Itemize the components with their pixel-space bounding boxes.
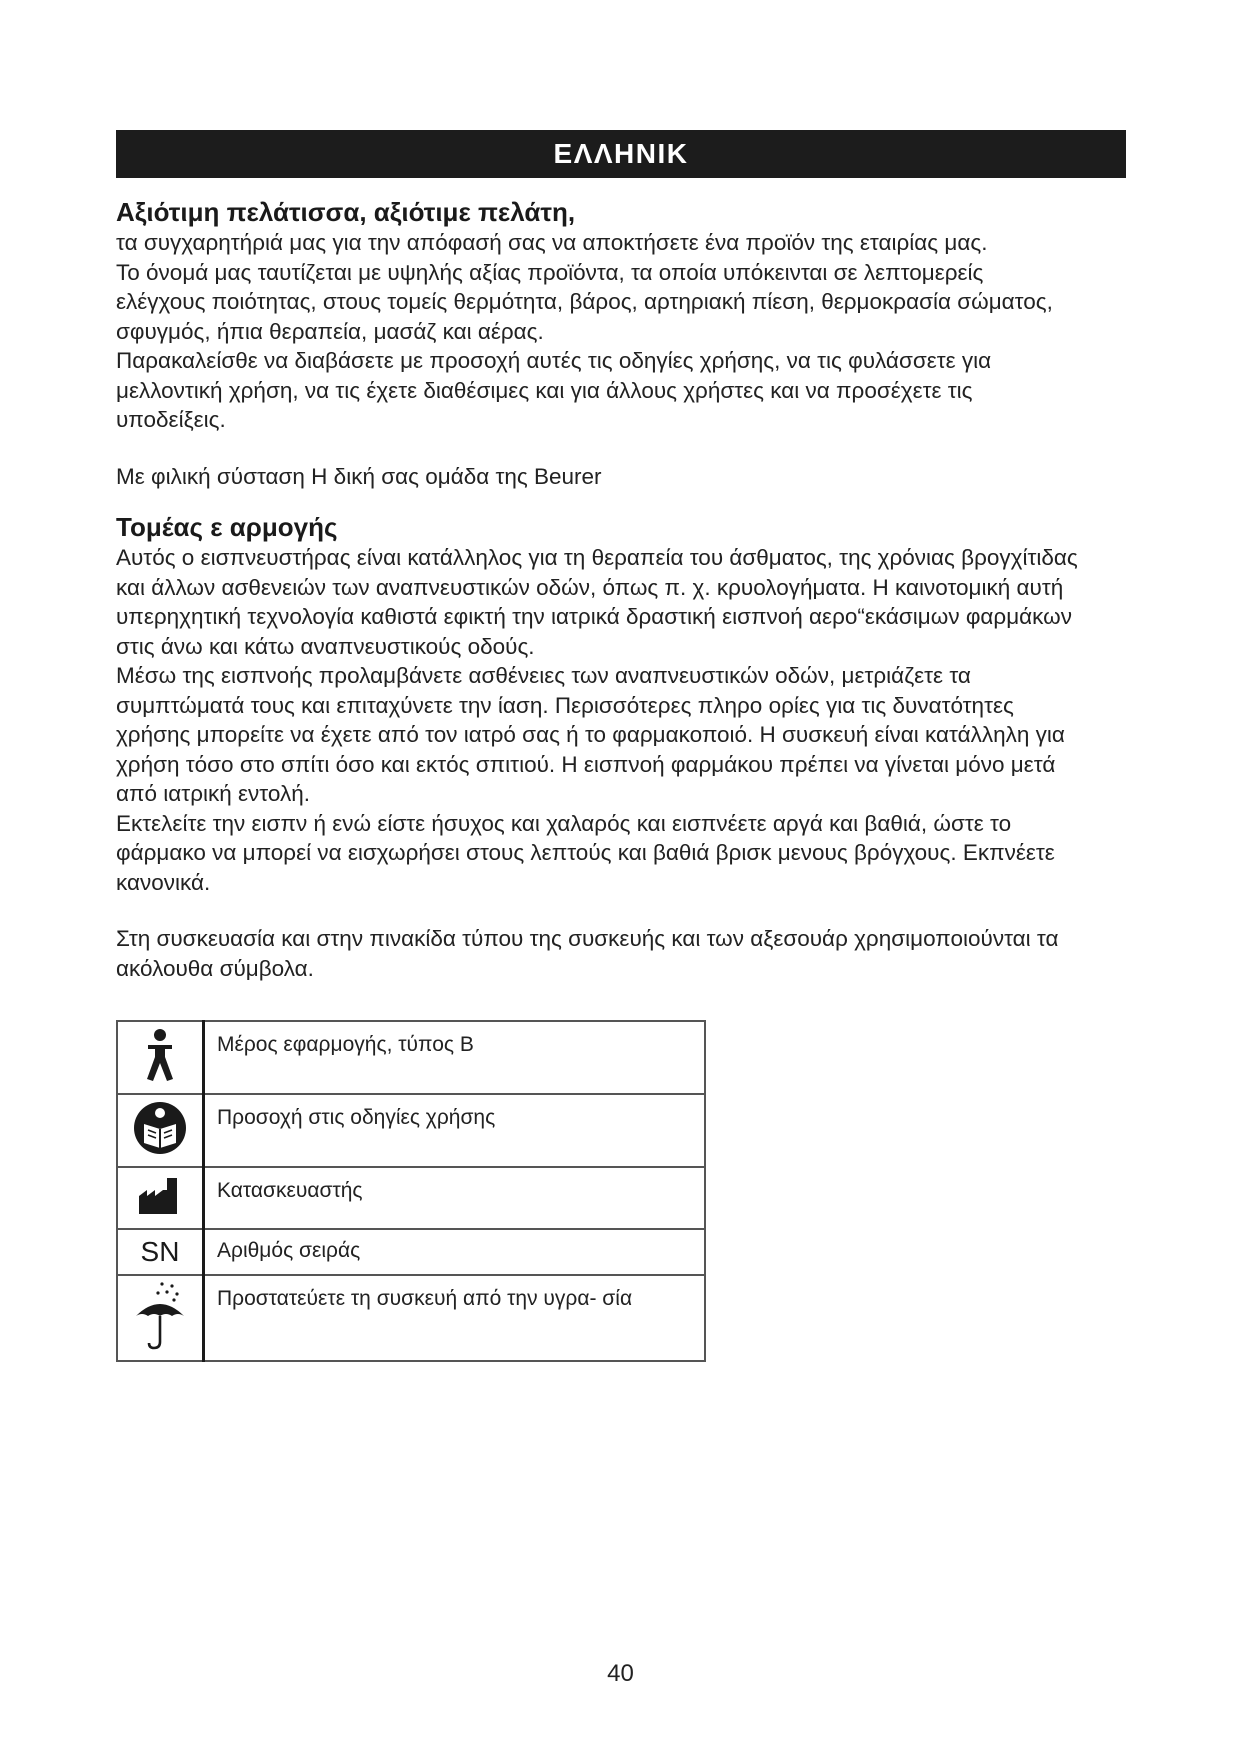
symbol-label: Μέρος εφαρμογής, τύπος Β <box>204 1021 706 1094</box>
application-line: φάρμακο να μπορεί να εισχωρήσει στους λεπτούς και βαθιά βρισκ μενους βρόγχους. Εκπνέετε <box>116 840 1055 865</box>
intro-line: μελλοντική χρήση, να τις έχετε διαθέσιμες και για άλλους χρήστες και να προσέχετε τις <box>116 377 973 403</box>
table-row <box>117 1167 705 1229</box>
application-line: κανονικά. <box>116 869 211 895</box>
application-line: συμπτώματά τους και επιταχύνετε την ίαση. Περισσότερες πληρο ορίες για τις δυνατότητες <box>116 692 1014 718</box>
table-row <box>117 1094 705 1167</box>
umbrella-rain-icon <box>117 1275 204 1361</box>
intro-line: τα συγχαρητήριά μας για την απόφασή σας να αποκτήσετε ένα προϊόν της εταιρίας μας. <box>116 230 988 255</box>
application-line: στις άνω και κάτω αναπνευστικούς οδούς. <box>116 633 535 659</box>
language-banner: ΕΛΛΗΝΙΚ <box>116 130 1126 178</box>
serial-number-icon <box>117 1229 204 1275</box>
person-type-b-icon <box>117 1021 204 1094</box>
symbols-intro-line: Στη συσκευασία και στην πινακίδα τύπου της συσκευής και των αξεσουάρ χρησιμοποιούνται τα <box>116 926 1059 951</box>
table-row <box>117 1021 705 1094</box>
serial-number-symbol: SN <box>140 1236 180 1267</box>
table-row <box>117 1275 705 1361</box>
symbol-label: Κατασκευαστής <box>204 1167 706 1229</box>
symbol-label: Προσοχή στις οδηγίες χρήσης <box>204 1094 706 1167</box>
intro-line: ελέγχους ποιότητας, στους τομείς θερμότητα, βάρος, αρτηριακή πίεση, θερμοκρασία σώματος, <box>116 289 1053 314</box>
page-number: 40 <box>607 1660 634 1687</box>
intro-line: υποδείξεις. <box>116 407 226 432</box>
symbols-intro-line: ακόλουθα σύμβολα. <box>116 955 314 981</box>
signoff: Με φιλική σύσταση Η δική σας ομάδα της Beurer <box>116 463 602 489</box>
symbol-label: Προστατεύετε τη συσκευή από την υγρα- σία <box>204 1275 706 1361</box>
table-row <box>117 1229 705 1275</box>
application-line: Αυτός ο εισπνευστήρας είναι κατάλληλος για τη θεραπεία του άσθματος, της χρόνιας βρογχίτιδας <box>116 545 1078 570</box>
intro-line: Παρακαλείσθε να διαβάσετε με προσοχή αυτές τις οδηγίες χρήσης, να τις φυλάσσετε για <box>116 348 992 373</box>
manufacturer-factory-icon <box>117 1167 204 1229</box>
intro-heading: Αξιότιμη πελάτισσα, αξιότιμε πελάτη, <box>116 197 576 227</box>
application-line: υπερηχητική τεχνολογία καθιστά εφικτή την ιατρικά δραστική εισπνοή αερο“εκάσιμων φαρμάκων <box>116 604 1072 629</box>
application-line: Εκτελείτε την εισπν ή ενώ είστε ήσυχος και χαλαρός και εισπνέετε αργά και βαθιά, ώστε το <box>116 810 1012 836</box>
application-line: χρήσης μπορείτε να έχετε από τον ιατρό σας ή το φαρμακοποιό. Η συσκευή είναι κατάλληλη για <box>116 722 1065 747</box>
application-line: χρήση τόσο στο σπίτι όσο και εκτός σπιτιού. Η εισπνοή φαρμάκου πρέπει να γίνεται μόνο μετά <box>116 751 1056 777</box>
main-content <box>116 196 1131 983</box>
symbol-label: Αριθμός σειράς <box>204 1229 706 1275</box>
application-heading: Τομέας ε αρμογής <box>116 512 338 542</box>
application-line: και άλλων ασθενειών των αναπνευστικών οδών, όπως π. χ. κρυολογήματα. Η καινοτομική αυτή <box>116 574 1064 600</box>
read-instructions-icon <box>117 1094 204 1167</box>
symbols-table <box>116 1020 706 1362</box>
intro-line: Το όνομά μας ταυτίζεται με υψηλής αξίας προϊόντα, τα οποία υπόκεινται σε λεπτομερείς <box>116 259 984 285</box>
application-line: Μέσω της εισπνοής προλαμβάνετε ασθένειες των αναπνευστικών οδών, μετριάζετε τα <box>116 663 971 688</box>
intro-line: σφυγμός, ήπια θεραπεία, μασάζ και αέρας. <box>116 318 544 344</box>
application-line: από ιατρική εντολή. <box>116 781 310 806</box>
